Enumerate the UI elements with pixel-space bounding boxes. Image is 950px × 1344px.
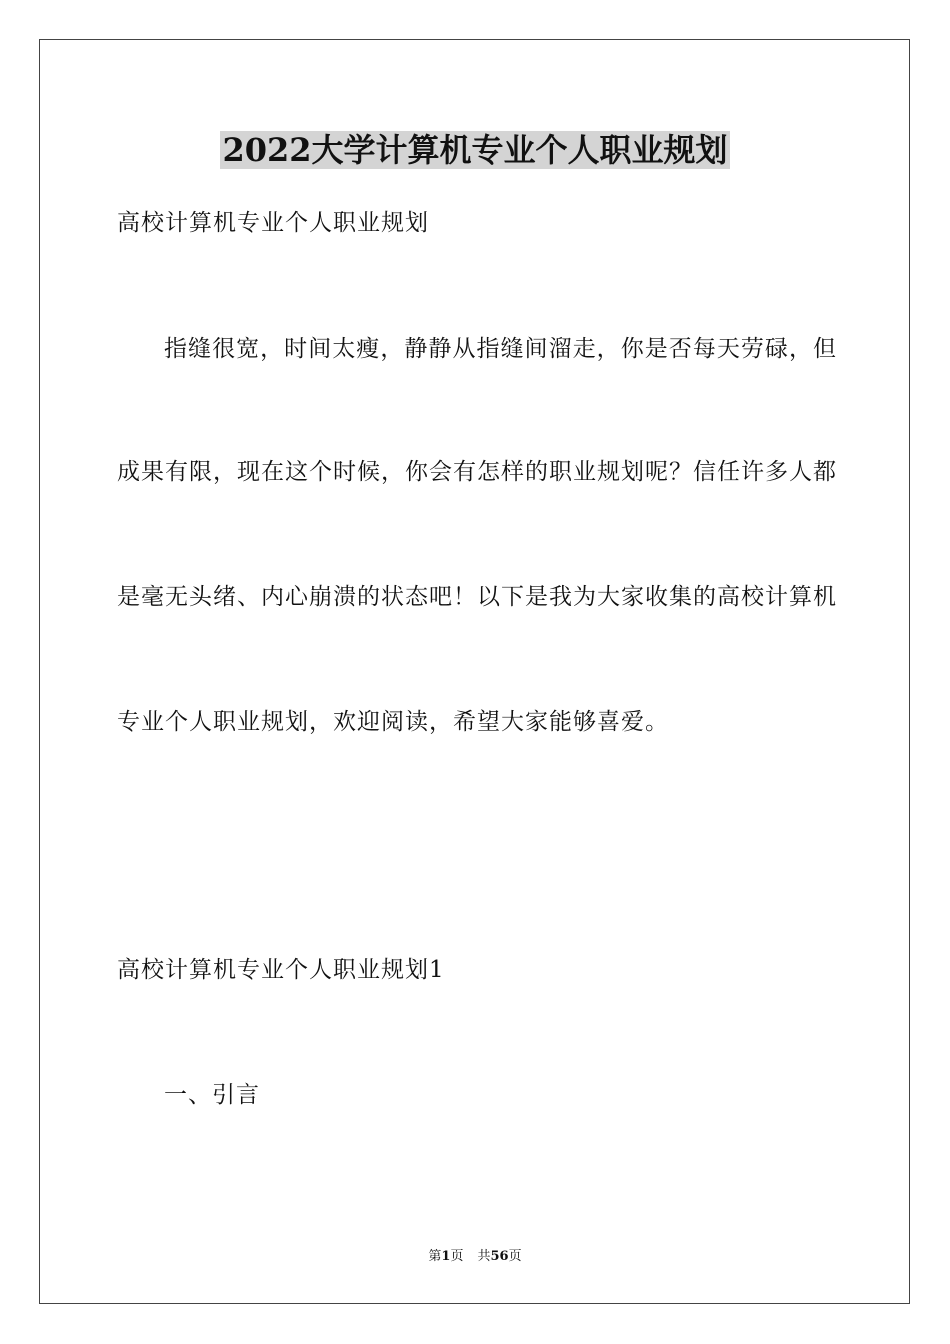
intro-line-3: 是毫无头绪、内心崩溃的状态吧！以下是我为大家收集的高校计算机 [117, 584, 837, 610]
intro-line-1: 指缝很宽，时间太瘦，静静从指缝间溜走，你是否每天劳碌，但 [164, 336, 837, 362]
intro-line-2: 成果有限，现在这个时候，你会有怎样的职业规划呢？信任许多人都 [117, 459, 837, 485]
subsection-heading: 一、引言 [164, 1082, 260, 1108]
footer-page-suffix: 页 [450, 1249, 464, 1264]
footer-total-prefix: 共 [477, 1249, 491, 1264]
footer-page-number: 1 [441, 1249, 451, 1264]
footer-total-suffix: 页 [508, 1249, 522, 1264]
page-footer [0, 1248, 950, 1266]
intro-line-4: 专业个人职业规划，欢迎阅读，希望大家能够喜爱。 [117, 709, 669, 735]
footer-total-pages: 56 [490, 1249, 509, 1264]
section-heading: 高校计算机专业个人职业规划1 [117, 957, 445, 983]
document-subtitle: 高校计算机专业个人职业规划 [117, 210, 429, 236]
document-title-text: 2022大学计算机专业个人职业规划 [222, 131, 728, 169]
document-title [0, 128, 950, 172]
footer-page-prefix: 第 [428, 1249, 442, 1264]
